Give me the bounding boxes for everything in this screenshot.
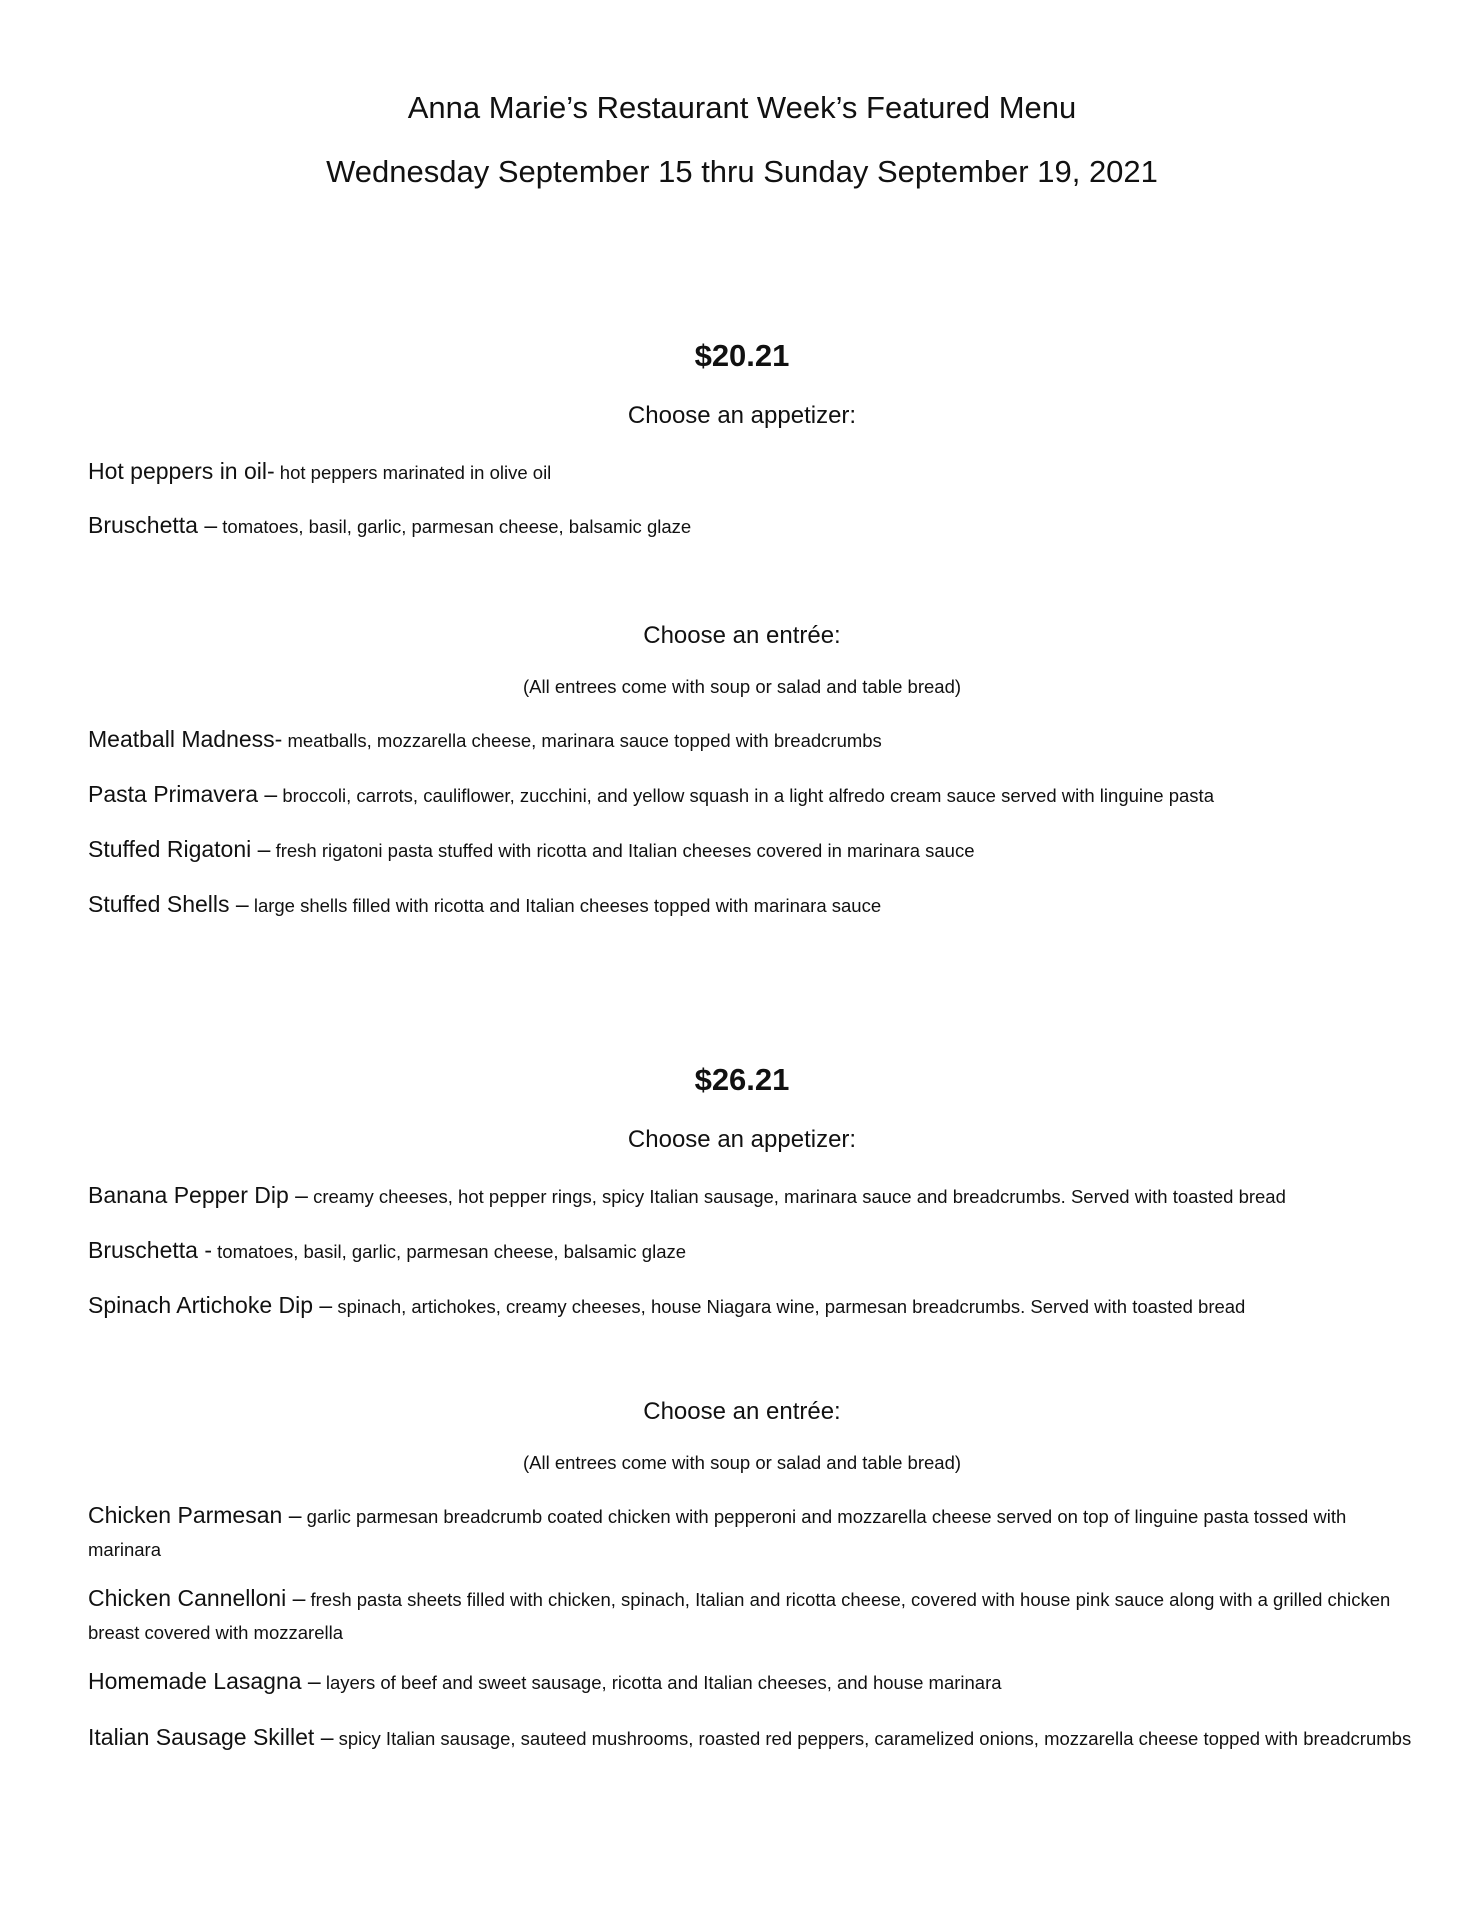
price-tier-2: $26.21 [694,1062,790,1097]
item-description: layers of beef and sweet sausage, ricotta and Italian cheeses, and house marinara [320,1672,1002,1693]
item-description: spinach, artichokes, creamy cheeses, house Niagara wine, parmesan breadcrumbs. Served with toasted bread [332,1296,1246,1317]
entree-note-2: (All entrees come with soup or salad and table bread) [522,1452,962,1473]
entree-heading-2: Choose an entrée: [643,1398,841,1425]
appetizer-heading-1: Choose an appetizer: [627,402,857,429]
item-description: large shells filled with ricotta and Italian cheeses topped with marinara sauce [248,895,882,916]
item-description: broccoli, carrots, cauliflower, zucchini, and yellow squash in a light alfredo cream sauce served with linguine pasta [277,785,1214,806]
menu-dates: Wednesday September 15 thru Sunday September 19, 2021 [326,154,1158,189]
item-description: meatballs, mozzarella cheese, marinara sauce topped with breadcrumbs [282,730,882,751]
item-description: tomatoes, basil, garlic, parmesan cheese, balsamic glaze [217,516,692,537]
item-description: fresh pasta sheets filled with chicken, spinach, Italian and ricotta cheese, covered with house pink sauce along with a grilled chicken breast covered with mozzarella [88,1589,1391,1643]
item-name: Stuffed Rigatoni – [88,836,271,862]
menu-item [88,724,1418,758]
menu-item [88,1290,1418,1324]
item-name: Hot peppers in oil- [88,458,275,484]
menu-item [88,779,1418,813]
entree-note-1: (All entrees come with soup or salad and table bread) [522,676,962,697]
menu-item [88,510,1418,544]
item-name: Banana Pepper Dip – [88,1182,308,1208]
item-name: Pasta Primavera – [88,781,278,807]
menu-item [88,1180,1418,1214]
item-name: Spinach Artichoke Dip – [88,1292,333,1318]
menu-item [88,1500,1418,1567]
menu-item [88,1666,1418,1700]
item-description: fresh rigatoni pasta stuffed with ricotta and Italian cheeses covered in marinara sauce [270,840,975,861]
menu-item [88,1583,1418,1650]
item-description: tomatoes, basil, garlic, parmesan cheese, balsamic glaze [212,1241,687,1262]
appetizer-heading-2: Choose an appetizer: [627,1126,857,1153]
item-description: hot peppers marinated in olive oil [274,462,552,483]
item-name: Homemade Lasagna – [88,1668,321,1694]
item-description: creamy cheeses, hot pepper rings, spicy Italian sausage, marinara sauce and breadcrumbs. Served with toasted bread [307,1186,1286,1207]
menu-title: Anna Marie’s Restaurant Week’s Featured Menu [407,90,1077,125]
price-tier-1: $20.21 [694,338,790,373]
item-name: Meatball Madness- [88,726,283,752]
menu-item [88,1722,1418,1756]
item-name: Stuffed Shells – [88,891,249,917]
item-description: garlic parmesan breadcrumb coated chicken with pepperoni and mozzarella cheese served on top of linguine pasta tossed with marinara [88,1506,1347,1560]
item-name: Bruschetta - [88,1237,212,1263]
item-name: Bruschetta – [88,512,218,538]
menu-item [88,834,1418,868]
item-name: Chicken Parmesan – [88,1502,302,1528]
menu-item [88,889,1418,923]
item-description: spicy Italian sausage, sauteed mushrooms, roasted red peppers, caramelized onions, mozzarella cheese topped with breadcrumbs [333,1728,1412,1749]
item-name: Italian Sausage Skillet – [88,1724,334,1750]
menu-item [88,456,1418,490]
item-name: Chicken Cannelloni – [88,1585,306,1611]
entree-heading-1: Choose an entrée: [643,622,841,649]
menu-item [88,1235,1418,1269]
